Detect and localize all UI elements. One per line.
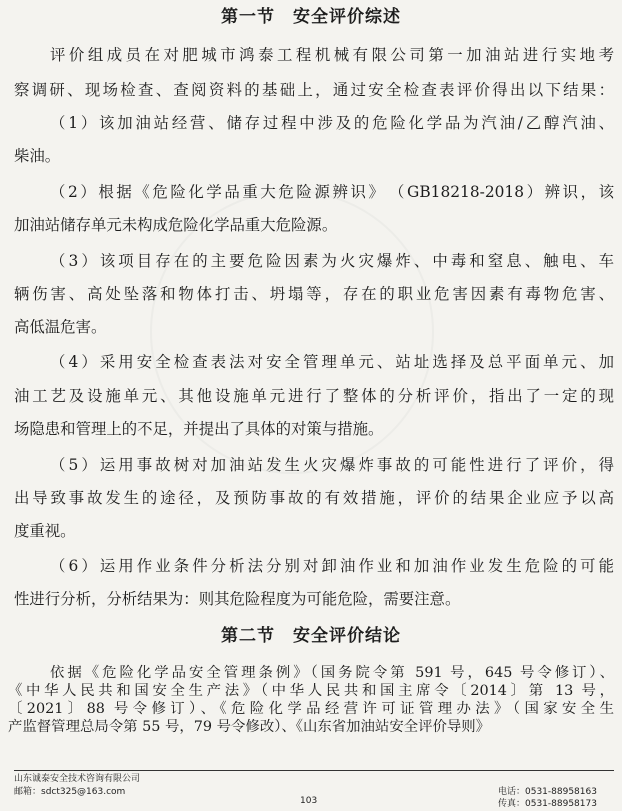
paragraph-line: （2）根据《危险化学品重大危险源辨识》 （GB18218-2018）辨识，该 xyxy=(50,183,614,201)
paragraph-line: （4）采用安全检查表法对安全管理单元、站址选择及总平面单元、加 xyxy=(50,353,614,371)
paragraph-line: （1）该加油站经营、储存过程中涉及的危险化学品为汽油/乙醇汽油、 xyxy=(50,114,614,132)
paragraph-line: （3）该项目存在的主要危险因素为火灾爆炸、中毒和窒息、触电、车 xyxy=(50,252,614,270)
paragraph-line: 度重视。 xyxy=(14,522,76,540)
paragraph-line: 出导致事故发生的途径，及预防事故的有效措施，评价的结果企业应予以高 xyxy=(14,489,614,507)
paragraph-line: 加油站储存单元未构成危险化学品重大危险源。 xyxy=(14,216,338,234)
footer-fax: 传真：0531-88958173 xyxy=(498,799,597,809)
paragraph-line: 场隐患和管理上的不足，并提出了具体的对策与措施。 xyxy=(14,420,384,438)
paragraph-line: 高低温危害。 xyxy=(14,318,107,336)
paragraph-line: 辆伤害、高处坠落和物体打击、坍塌等，存在的职业危害因素有毒物危害、 xyxy=(14,285,614,303)
paragraph-line: 性进行分析，分析结果为：则其危险程度为可能危险，需要注意。 xyxy=(14,590,461,608)
page-number: 103 xyxy=(300,796,318,806)
paragraph-line: （5）运用事故树对加油站发生火灾爆炸事故的可能性进行了评价，得 xyxy=(50,456,614,474)
section-2-title: 第二节 安全评价结论 xyxy=(221,626,401,646)
paragraph-line: 油工艺及设施单元、其他设施单元进行了整体的分析评价，指出了一定的现 xyxy=(14,387,614,405)
paragraph-line: 察调研、现场检查、查阅资料的基础上，通过安全检查表评价得出以下结果： xyxy=(14,81,614,99)
footer-email: 邮箱：sdct325@163.com xyxy=(14,787,126,797)
paragraph-line: 依据《危险化学品安全管理条例》（国务院令第 591 号，645 号令修订）、 xyxy=(50,665,614,681)
footer-company: 山东诚泰安全技术咨询有限公司 xyxy=(14,774,141,784)
paragraph-line: 评价组成员在对肥城市鸿泰工程机械有限公司第一加油站进行实地考 xyxy=(50,46,614,64)
paragraph-line: 《中华人民共和国安全生产法》（中华人民共和国主席令〔2014〕第 13 号， xyxy=(8,683,614,699)
footer-phone: 电话：0531-88958163 xyxy=(498,787,597,797)
paragraph-line: 产监督管理总局令第 55 号，79 号令修改）、《山东省加油站安全评价导则》 xyxy=(8,719,491,735)
paragraph-line: 〔2021〕88 号令修订）、《危险化学品经营许可证管理办法》（国家安全生 xyxy=(8,701,614,717)
paragraph-line: （6）运用作业条件分析法分别对卸油作业和加油作业发生危险的可能 xyxy=(50,557,614,575)
paragraph-line: 柴油。 xyxy=(14,147,61,165)
section-1-title: 第一节 安全评价综述 xyxy=(221,7,401,27)
footer-rule xyxy=(14,770,614,771)
